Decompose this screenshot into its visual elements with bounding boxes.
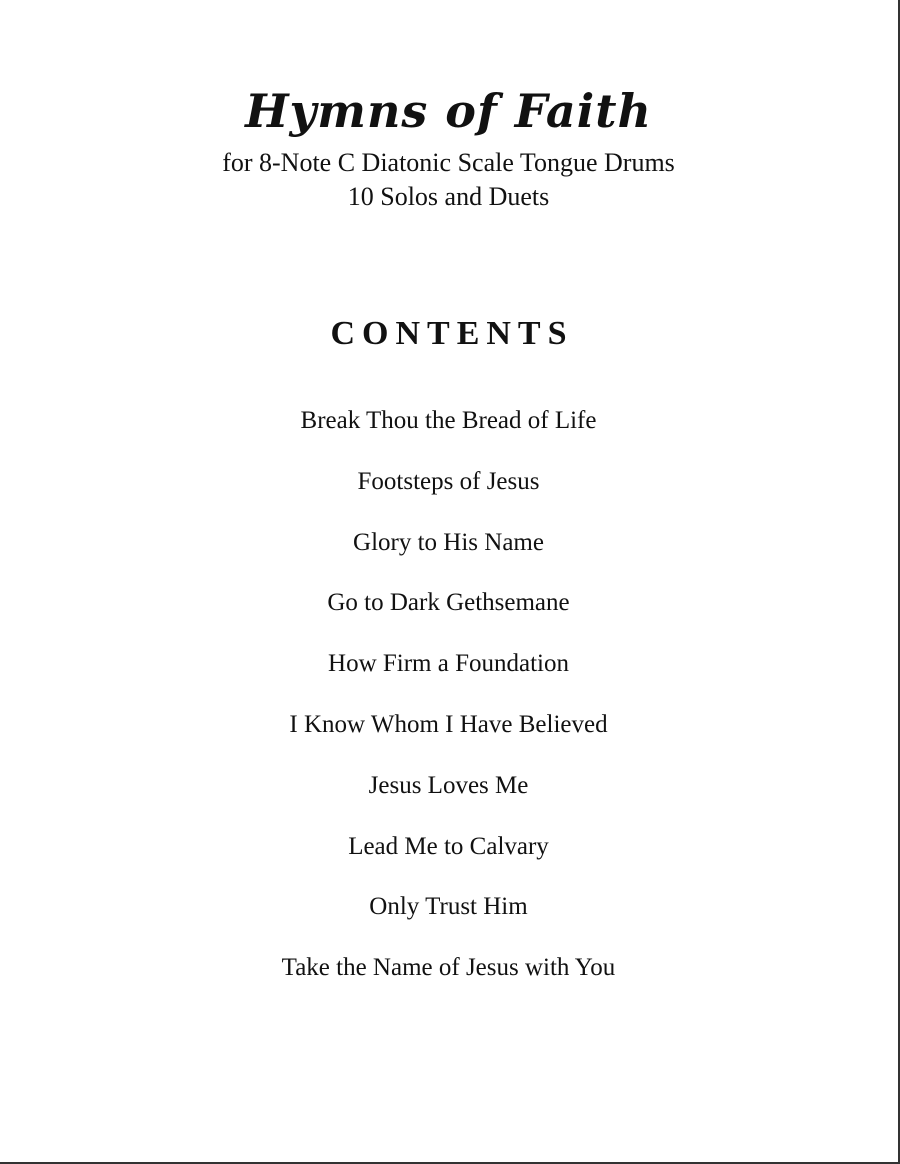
contents-item: Lead Me to Calvary bbox=[348, 832, 549, 860]
contents-list bbox=[0, 404, 897, 1012]
subtitle-instrument: for 8-Note C Diatonic Scale Tongue Drums bbox=[222, 148, 675, 177]
contents-item: Go to Dark Gethsemane bbox=[327, 589, 570, 617]
subtitle-count: 10 Solos and Duets bbox=[347, 182, 550, 211]
contents-item: Break Thou the Bread of Life bbox=[300, 407, 597, 434]
contents-item: Only Trust Him bbox=[369, 893, 528, 921]
contents-heading: CONTENTS bbox=[330, 315, 574, 352]
contents-item: How Firm a Foundation bbox=[328, 650, 569, 678]
contents-item: I Know Whom I Have Believed bbox=[289, 710, 608, 738]
contents-item: Glory to His Name bbox=[353, 528, 544, 556]
contents-item: Jesus Loves Me bbox=[368, 771, 529, 799]
contents-item: Footsteps of Jesus bbox=[357, 467, 540, 495]
contents-item: Take the Name of Jesus with You bbox=[281, 954, 616, 982]
page-title: Hymns of Faith bbox=[245, 84, 652, 138]
